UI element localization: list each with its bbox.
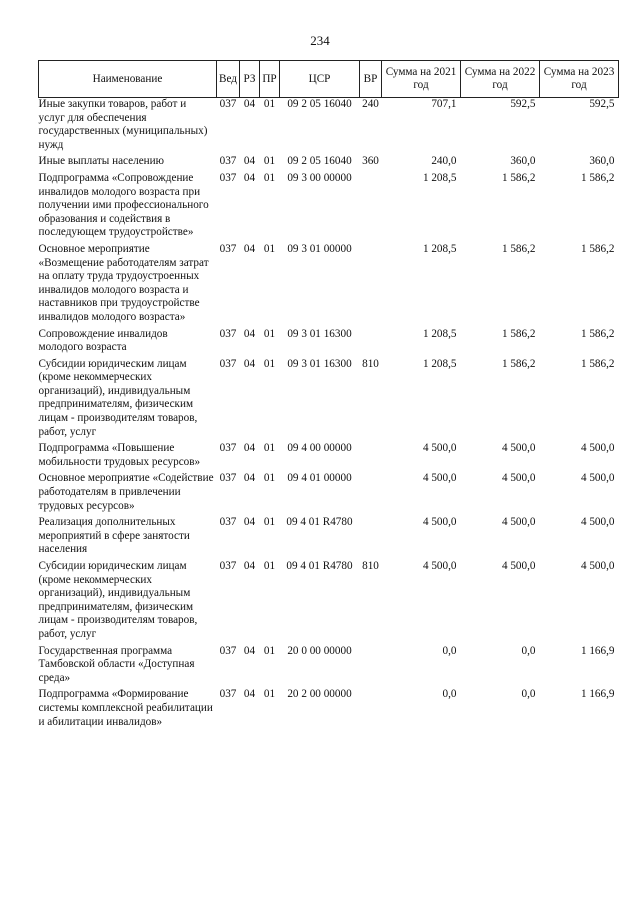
cell-sum-2023: 360,0 — [589, 155, 615, 168]
cell-pr: 01 — [263, 171, 276, 184]
cell-sum-2023: 1 166,9 — [580, 688, 615, 701]
cell-rz: 04 — [243, 327, 256, 340]
cell-ved: 037 — [219, 155, 237, 168]
cell-sum-2021: 4 500,0 — [422, 560, 457, 572]
table-row — [39, 243, 619, 328]
cell-pr: 01 — [263, 327, 276, 340]
cell-vr — [360, 645, 382, 689]
cell-csr: 09 4 01 R4780 — [286, 516, 353, 529]
cell-pr: 01 — [263, 442, 276, 455]
cell-sum-2023: 4 500,0 — [580, 516, 615, 529]
table-row — [39, 98, 619, 156]
cell-csr: 09 4 01 R4780 — [286, 560, 353, 572]
cell-sum-2021: 707,1 — [431, 98, 457, 110]
cell-sum-2023: 1 586,2 — [580, 327, 615, 340]
cell-sum-2022: 1 586,2 — [501, 171, 536, 184]
cell-name: Иные закупки товаров, работ и услуг для обеспечения государственных (муниципальных) нужд — [38, 98, 208, 151]
table-row — [39, 645, 619, 689]
cell-rz: 04 — [243, 442, 256, 455]
cell-ved: 037 — [219, 171, 237, 184]
table-row — [39, 328, 619, 358]
cell-sum-2023: 592,5 — [589, 98, 615, 110]
cell-sum-2021: 1 208,5 — [422, 242, 457, 255]
cell-sum-2022: 360,0 — [510, 155, 536, 168]
cell-name: Сопровождение инвалидов молодого возраста — [38, 327, 168, 354]
cell-sum-2021: 1 208,5 — [422, 171, 457, 184]
cell-csr: 09 3 01 16300 — [287, 357, 352, 370]
cell-rz: 04 — [243, 242, 256, 255]
table-row — [39, 172, 619, 243]
cell-vr: 810 — [362, 357, 379, 370]
table-header-row — [39, 61, 619, 98]
cell-csr: 09 3 00 00000 — [287, 171, 352, 184]
cell-name: Иные выплаты населению — [38, 155, 164, 168]
cell-name: Реализация дополнительных мероприятий в сфере занятости населения — [38, 516, 190, 556]
cell-name: Подпрограмма «Сопровождение инвалидов молодого возраста при получении ими профессионального образования и содействия в последующем трудоустройстве» — [38, 171, 209, 239]
cell-rz: 04 — [243, 98, 256, 110]
cell-vr — [360, 516, 382, 560]
header-csr: ЦСР — [280, 61, 360, 98]
cell-pr: 01 — [263, 98, 276, 110]
cell-sum-2023: 4 500,0 — [580, 560, 615, 572]
cell-sum-2021: 4 500,0 — [422, 516, 457, 529]
cell-sum-2022: 4 500,0 — [501, 442, 536, 455]
cell-name: Подпрограмма «Повышение мобильности трудовых ресурсов» — [38, 442, 201, 468]
cell-pr: 01 — [263, 242, 276, 255]
cell-sum-2022: 4 500,0 — [501, 560, 536, 572]
cell-pr: 01 — [263, 644, 276, 657]
cell-ved: 037 — [219, 242, 237, 255]
header-ved: Вед — [217, 61, 240, 98]
cell-sum-2022: 0,0 — [521, 644, 536, 657]
budget-table — [38, 60, 619, 732]
header-sum-2023: Сумма на 2023 год — [540, 61, 619, 98]
cell-vr: 360 — [362, 155, 379, 168]
cell-rz: 04 — [243, 516, 256, 529]
cell-sum-2023: 1 586,2 — [580, 171, 615, 184]
cell-vr — [360, 688, 382, 732]
table-row — [39, 358, 619, 443]
cell-vr — [360, 328, 382, 358]
cell-rz: 04 — [243, 171, 256, 184]
cell-sum-2022: 592,5 — [510, 98, 536, 110]
cell-sum-2021: 1 208,5 — [422, 327, 457, 340]
cell-name: Основное мероприятие «Возмещение работодателям затрат на оплату труда трудоустроенных инвалидов молодого возраста и наставников при трудоустройстве инвалидов молодого возраста» — [38, 242, 209, 323]
cell-sum-2021: 0,0 — [442, 644, 457, 657]
header-sum-2022: Сумма на 2022 год — [461, 61, 540, 98]
cell-sum-2022: 1 586,2 — [501, 327, 536, 340]
cell-csr: 09 2 05 16040 — [287, 98, 352, 110]
cell-sum-2022: 1 586,2 — [501, 242, 536, 255]
cell-csr: 20 2 00 00000 — [287, 688, 352, 701]
cell-rz: 04 — [243, 357, 256, 370]
table-row — [39, 688, 619, 732]
cell-csr: 20 0 00 00000 — [287, 644, 352, 657]
cell-vr — [360, 172, 382, 243]
cell-vr: 810 — [362, 560, 379, 572]
table-row — [39, 472, 619, 516]
cell-name: Государственная программа Тамбовской области «Доступная среда» — [38, 644, 195, 684]
cell-pr: 01 — [263, 560, 276, 572]
header-rz: РЗ — [240, 61, 260, 98]
cell-rz: 04 — [243, 472, 256, 485]
cell-ved: 037 — [219, 644, 237, 657]
cell-sum-2021: 0,0 — [442, 688, 457, 701]
cell-csr: 09 3 01 16300 — [287, 327, 352, 340]
cell-sum-2022: 0,0 — [521, 688, 536, 701]
table-row — [39, 560, 619, 645]
cell-csr: 09 4 00 00000 — [287, 442, 352, 455]
cell-sum-2021: 4 500,0 — [422, 472, 457, 485]
cell-ved: 037 — [219, 327, 237, 340]
header-sum-2021: Сумма на 2021 год — [382, 61, 461, 98]
cell-sum-2021: 4 500,0 — [422, 442, 457, 455]
cell-sum-2022: 4 500,0 — [501, 516, 536, 529]
cell-ved: 037 — [219, 516, 237, 529]
cell-rz: 04 — [243, 560, 256, 572]
cell-name: Субсидии юридическим лицам (кроме некоммерческих организаций), индивидуальным предпринимателям, физическим лицам - производителям товаров, работ, услуг — [38, 357, 198, 438]
cell-name: Субсидии юридическим лицам (кроме некоммерческих организаций), индивидуальным предпринимателям, физическим лицам - производителям товаров, работ, услуг — [38, 560, 198, 640]
cell-rz: 04 — [243, 644, 256, 657]
cell-sum-2023: 4 500,0 — [580, 442, 615, 455]
cell-sum-2023: 1 166,9 — [580, 644, 615, 657]
cell-vr — [360, 442, 382, 472]
cell-ved: 037 — [219, 442, 237, 455]
cell-sum-2022: 4 500,0 — [501, 472, 536, 485]
header-vr: ВР — [360, 61, 382, 98]
cell-ved: 037 — [219, 472, 237, 485]
table-row — [39, 442, 619, 472]
cell-vr — [360, 243, 382, 328]
page-number: 234 — [310, 33, 330, 48]
header-name: Наименование — [39, 61, 217, 98]
cell-csr: 09 3 01 00000 — [287, 242, 352, 255]
cell-sum-2021: 240,0 — [431, 155, 457, 168]
cell-name: Подпрограмма «Формирование системы комплексной реабилитации и абилитации инвалидов» — [38, 688, 213, 728]
cell-vr: 240 — [362, 98, 379, 110]
cell-csr: 09 4 01 00000 — [287, 472, 352, 485]
table-row — [39, 155, 619, 172]
table-row — [39, 516, 619, 560]
cell-pr: 01 — [263, 357, 276, 370]
cell-pr: 01 — [263, 155, 276, 168]
cell-vr — [360, 472, 382, 516]
cell-sum-2023: 4 500,0 — [580, 472, 615, 485]
cell-sum-2022: 1 586,2 — [501, 357, 536, 370]
cell-ved: 037 — [219, 98, 237, 110]
cell-rz: 04 — [243, 155, 256, 168]
cell-sum-2021: 1 208,5 — [422, 357, 457, 370]
cell-ved: 037 — [219, 357, 237, 370]
cell-ved: 037 — [219, 560, 237, 572]
cell-ved: 037 — [219, 688, 237, 701]
cell-pr: 01 — [263, 688, 276, 701]
cell-name: Основное мероприятие «Содействие работодателям в привлечении трудовых ресурсов» — [38, 472, 214, 512]
cell-pr: 01 — [263, 472, 276, 485]
cell-rz: 04 — [243, 688, 256, 701]
cell-csr: 09 2 05 16040 — [287, 155, 352, 168]
cell-sum-2023: 1 586,2 — [580, 242, 615, 255]
cell-pr: 01 — [263, 516, 276, 529]
cell-sum-2023: 1 586,2 — [580, 357, 615, 370]
header-pr: ПР — [260, 61, 280, 98]
